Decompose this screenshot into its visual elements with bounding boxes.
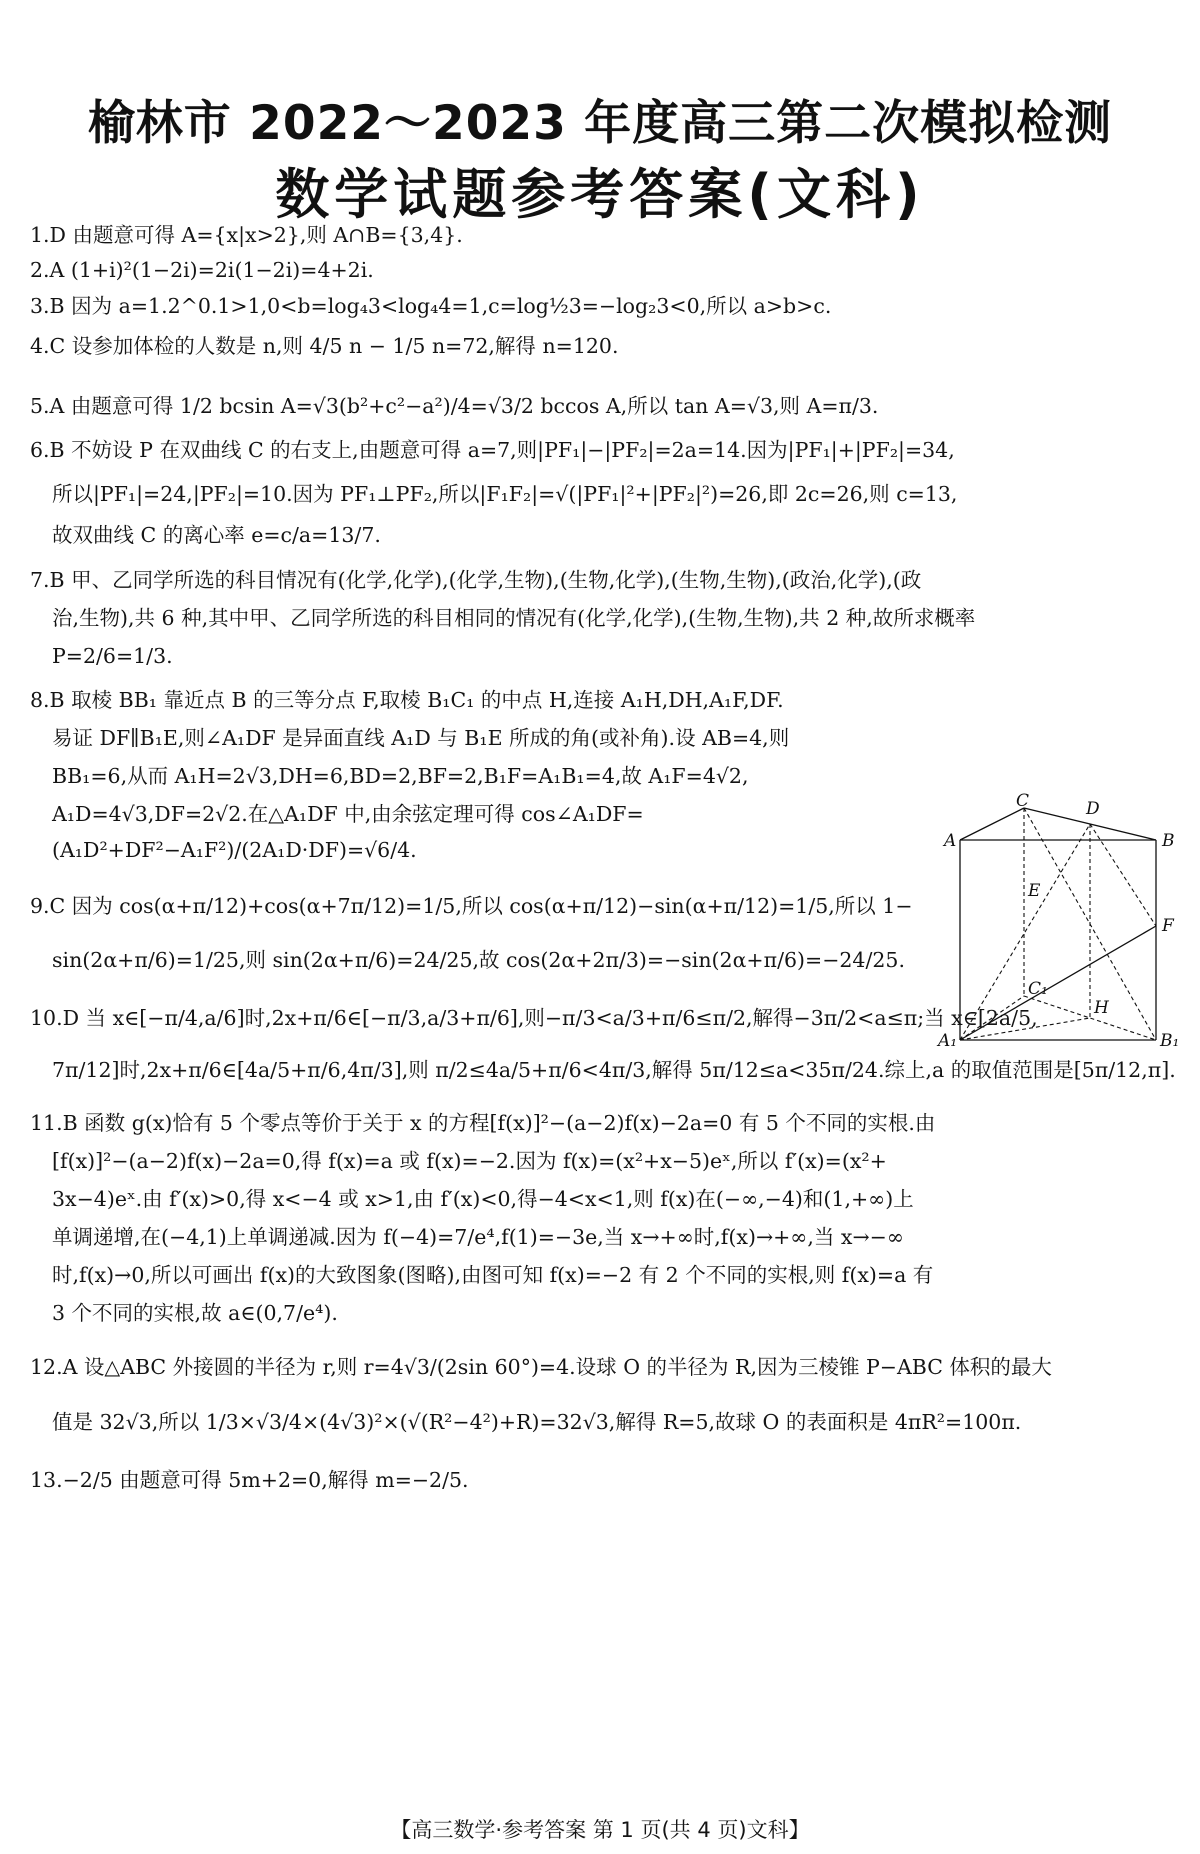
answer-line: [f(x)]²−(a−2)f(x)−2a=0,得 f(x)=a 或 f(x)=−2.因为 f(x)=(x²+x−5)eˣ,所以 f′(x)=(x²+ [52,1149,887,1173]
answer-line: 7.B 甲、乙同学所选的科目情况有(化学,化学),(化学,生物),(生物,化学),(生物,生物),(政治,化学),(政 [30,568,922,592]
answer-line: 单调递增,在(−4,1)上单调递减.因为 f(−4)=7/e⁴,f(1)=−3e,当 x→+∞时,f(x)→+∞,当 x→−∞ [52,1225,904,1249]
prism-figure [938,791,1180,1058]
answer-line: 治,生物),共 6 种,其中甲、乙同学所选的科目相同的情况有(化学,化学),(生物,生物),共 2 种,故所求概率 [52,606,976,630]
answer-line: 2.A (1+i)²(1−2i)=2i(1−2i)=4+2i. [30,258,374,282]
answer-line: 10.D 当 x∈[−π/4,a/6]时,2x+π/6∈[−π/3,a/3+π/6],则−π/3<a/3+π/6≤π/2,解得−3π/2<a≤π;当 x∈[2a/5, [30,1006,1038,1030]
label-a: A [944,831,957,851]
answer-line: 12.A 设△ABC 外接圆的半径为 r,则 r=4√3/(2sin 60°)=4.设球 O 的半径为 R,因为三棱锥 P−ABC 体积的最大 [30,1355,1052,1379]
answer-line: 值是 32√3,所以 1/3×√3/4×(4√3)²×(√(R²−4²)+R)=32√3,解得 R=5,故球 O 的表面积是 4πR²=100π. [52,1410,1022,1434]
label-c: C [1016,791,1030,811]
title-line2: 数学试题参考答案(文科) [275,163,925,226]
answer-line: 易证 DF∥B₁E,则∠A₁DF 是异面直线 A₁D 与 B₁E 所成的角(或补角).设 AB=4,则 [52,726,790,750]
label-b1: B₁ [1160,1031,1180,1051]
label-h: H [1094,998,1109,1018]
answer-line: 4.C 设参加体检的人数是 n,则 4/5 n − 1/5 n=72,解得 n=120. [30,334,619,358]
answer-line: sin(2α+π/6)=1/25,则 sin(2α+π/6)=24/25,故 cos(2α+2π/3)=−sin(2α+π/6)=−24/25. [52,948,905,972]
answer-line: BB₁=6,从而 A₁H=2√3,DH=6,BD=2,BF=2,B₁F=A₁B₁=4,故 A₁F=4√2, [52,764,749,788]
answer-line: 11.B 函数 g(x)恰有 5 个零点等价于关于 x 的方程[f(x)]²−(a−2)f(x)−2a=0 有 5 个不同的实根.由 [30,1111,936,1135]
answer-line: (A₁D²+DF²−A₁F²)/(2A₁D·DF)=√6/4. [52,838,417,862]
answer-line: 3.B 因为 a=1.2^0.1>1,0<b=log₄3<log₄4=1,c=log½3=−log₂3<0,所以 a>b>c. [30,294,832,318]
label-e: E [1028,881,1041,901]
answer-line: A₁D=4√3,DF=2√2.在△A₁DF 中,由余弦定理可得 cos∠A₁DF= [52,802,644,826]
answer-line: 1.D 由题意可得 A={x|x>2},则 A∩B={3,4}. [30,223,463,247]
answer-line: 9.C 因为 cos(α+π/12)+cos(α+7π/12)=1/5,所以 cos(α+π/12)−sin(α+π/12)=1/5,所以 1− [30,894,913,918]
answer-line: 故双曲线 C 的离心率 e=c/a=13/7. [52,523,381,547]
label-b: B [1162,831,1175,851]
answer-line: 6.B 不妨设 P 在双曲线 C 的右支上,由题意可得 a=7,则|PF₁|−|PF₂|=2a=14.因为|PF₁|+|PF₂|=34, [30,438,955,462]
label-a1: A₁ [938,1031,958,1051]
page-footer: 【高三数学·参考答案 第 1 页(共 4 页)文科】 [390,1818,810,1842]
answer-line: 8.B 取棱 BB₁ 靠近点 B 的三等分点 F,取棱 B₁C₁ 的中点 H,连接 A₁H,DH,A₁F,DF. [30,688,784,712]
label-d: D [1086,799,1100,819]
answer-line: 5.A 由题意可得 1/2 bcsin A=√3(b²+c²−a²)/4=√3/2 bccos A,所以 tan A=√3,则 A=π/3. [30,394,879,418]
label-c1: C₁ [1028,979,1048,999]
answer-line: 所以|PF₁|=24,|PF₂|=10.因为 PF₁⊥PF₂,所以|F₁F₂|=√(|PF₁|²+|PF₂|²)=26,即 2c=26,则 c=13, [52,482,958,506]
answer-line: 3x−4)eˣ.由 f′(x)>0,得 x<−4 或 x>1,由 f′(x)<0,得−4<x<1,则 f(x)在(−∞,−4)和(1,+∞)上 [52,1187,914,1211]
title-line1: 榆林市 2022～2023 年度高三第二次模拟检测 [87,96,1113,151]
answer-line: 3 个不同的实根,故 a∈(0,7/e⁴). [52,1301,338,1325]
label-f: F [1162,916,1174,936]
answer-line: 13.−2/5 由题意可得 5m+2=0,解得 m=−2/5. [30,1468,469,1492]
answer-line: P=2/6=1/3. [52,644,173,668]
answer-line: 7π/12]时,2x+π/6∈[4a/5+π/6,4π/3],则 π/2≤4a/5+π/6<4π/3,解得 5π/12≤a<35π/24.综上,a 的取值范围是[5π/12,π]. [52,1058,1176,1082]
answer-line: 时,f(x)→0,所以可画出 f(x)的大致图象(图略),由图可知 f(x)=−2 有 2 个不同的实根,则 f(x)=a 有 [52,1263,934,1287]
